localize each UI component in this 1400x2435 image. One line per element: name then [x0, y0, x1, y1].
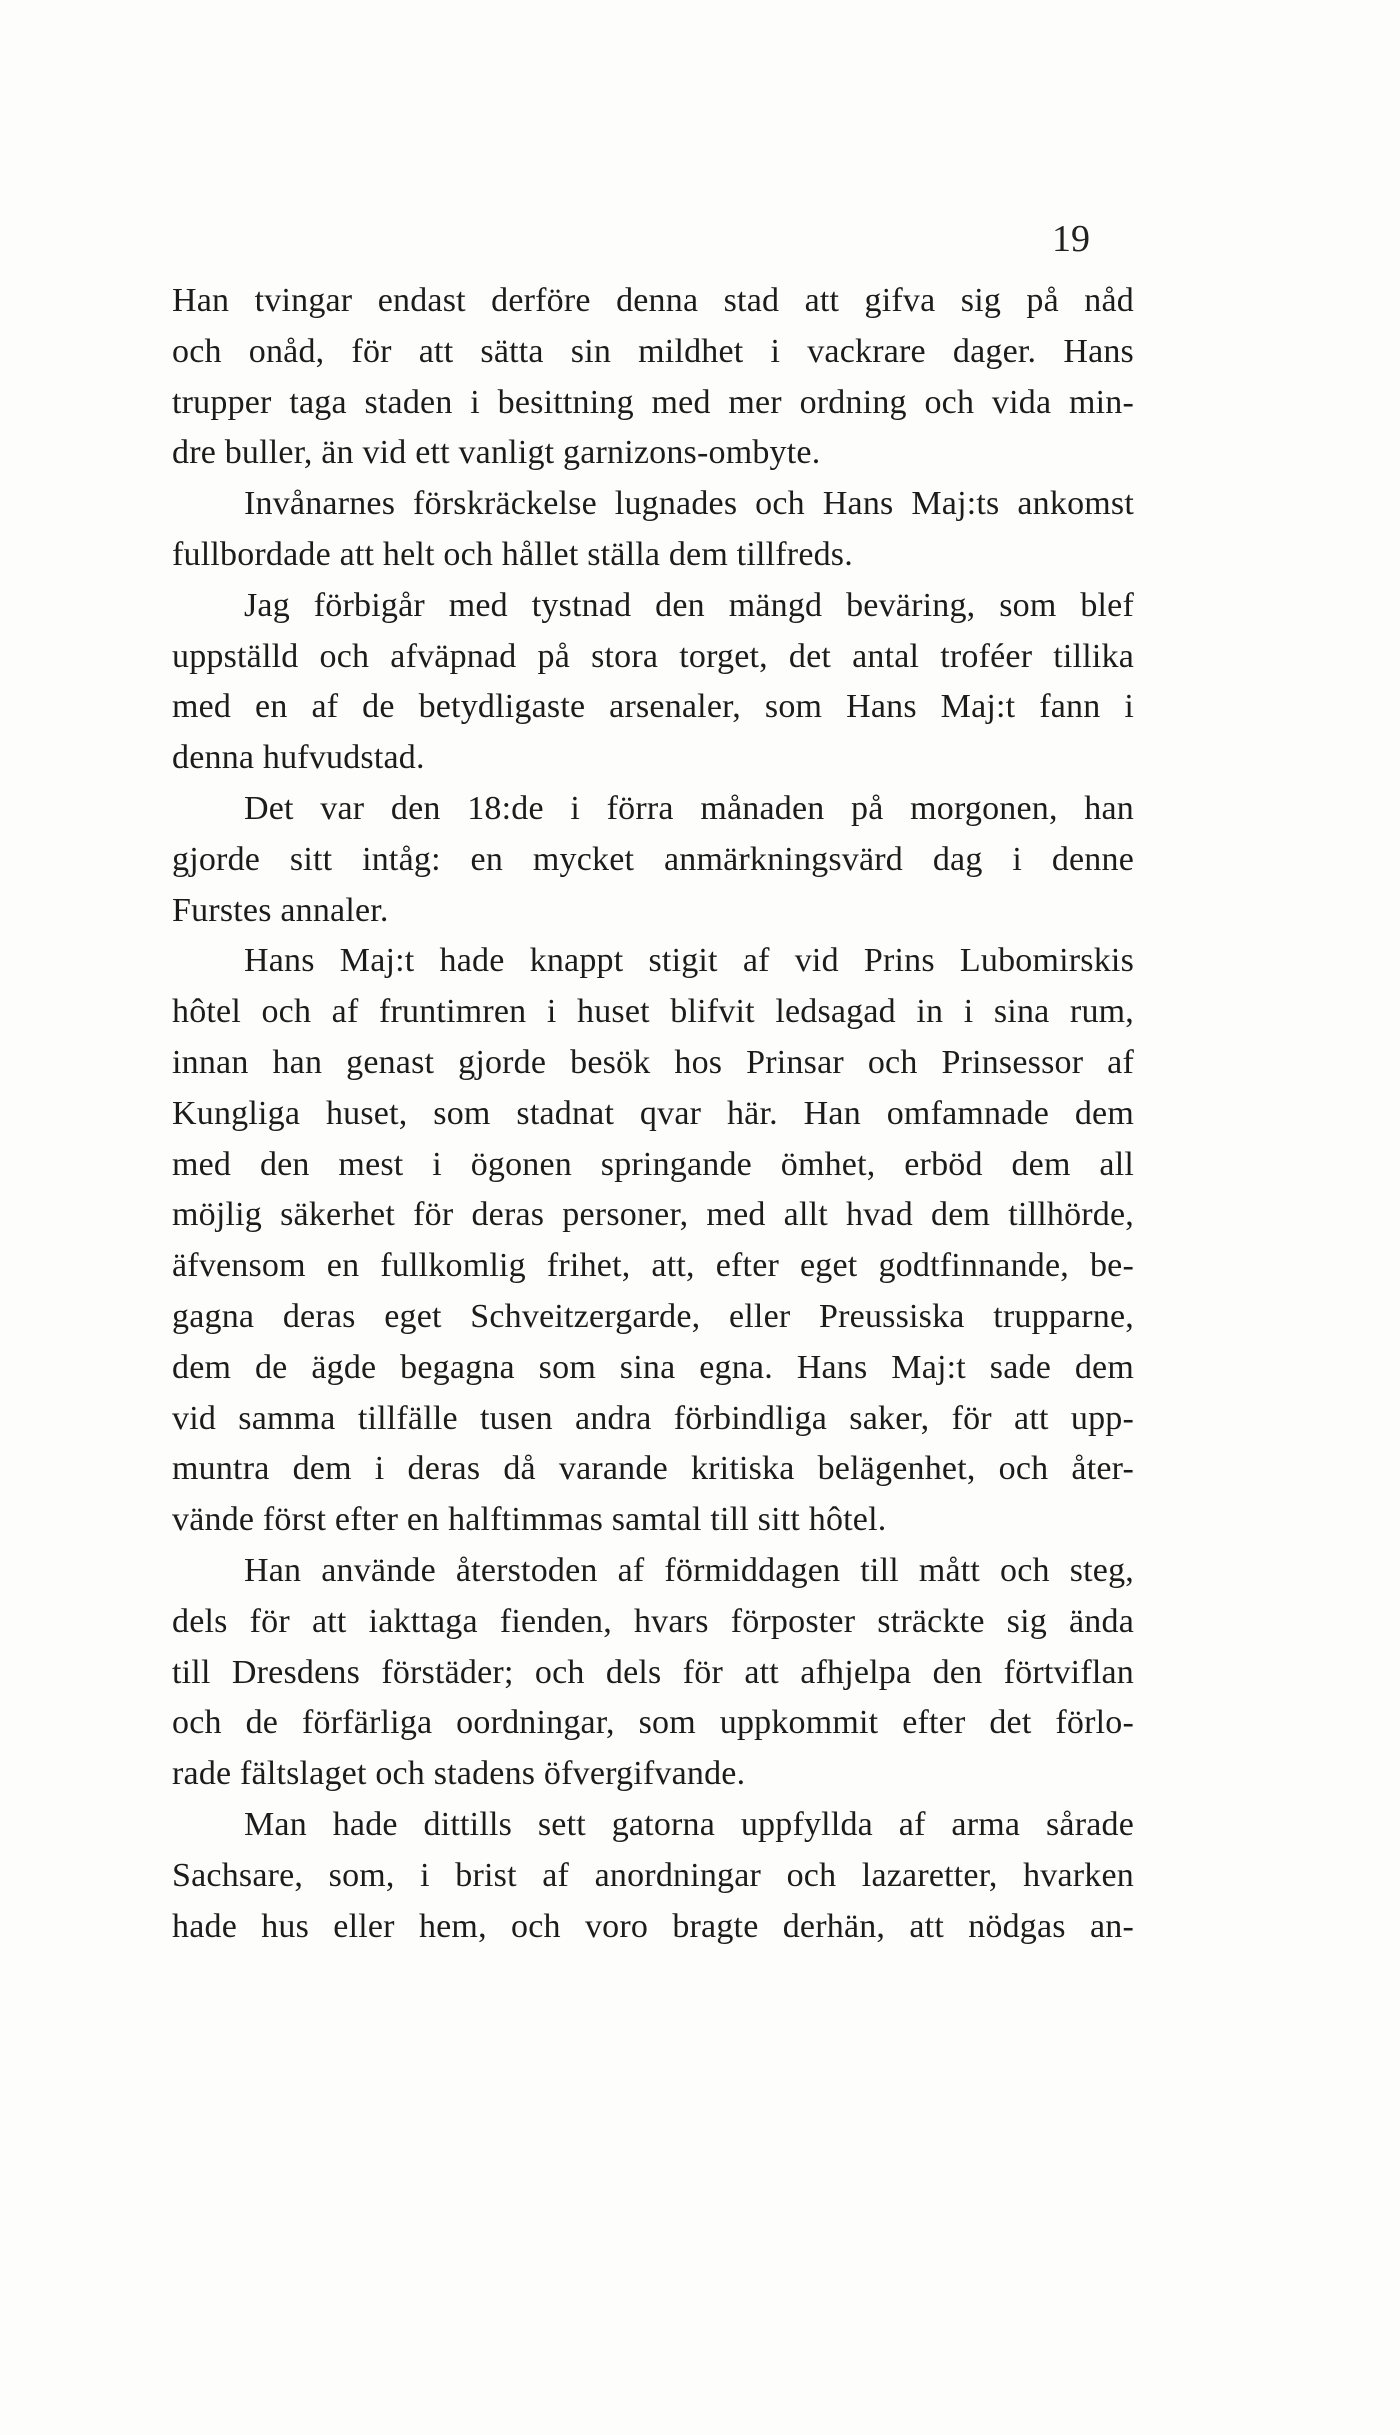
text-line: och onåd, för att sätta sin mildhet i vackrare dager. Hans: [172, 332, 1134, 370]
text-line: Hans Maj:t hade knappt stigit af vid Prins Lubomirskis: [244, 942, 1134, 980]
text-line: dem de ägde begagna som sina egna. Hans Maj:t sade dem: [172, 1348, 1134, 1386]
text-line: gagna deras eget Schveitzergarde, eller Preussiska trupparne,: [172, 1297, 1134, 1335]
text-line: dre buller, än vid ett vanligt garnizons-ombyte.: [172, 434, 821, 472]
text-line: gjorde sitt intåg: en mycket anmärkningsvärd dag i denne: [172, 840, 1134, 878]
text-line: och de förfärliga oordningar, som uppkommit efter det förlo-: [172, 1704, 1134, 1742]
text-line: möjlig säkerhet för deras personer, med allt hvad dem tillhörde,: [172, 1196, 1134, 1234]
text-line: vid samma tillfälle tusen andra förbindliga saker, för att upp-: [172, 1399, 1134, 1437]
body-text: [172, 276, 1134, 1952]
text-line: hade hus eller hem, och voro bragte derhän, att nödgas an-: [172, 1907, 1134, 1945]
text-line: till Dresdens förstäder; och dels för att afhjelpa den förtviflan: [172, 1653, 1134, 1691]
text-line: Kungliga huset, som stadnat qvar här. Han omfamnade dem: [172, 1094, 1134, 1132]
text-line: Han använde återstoden af förmiddagen till mått och steg,: [244, 1551, 1134, 1589]
page-number: 19: [1052, 218, 1090, 260]
text-line: trupper taga staden i besittning med mer ordning och vida min-: [172, 383, 1134, 421]
text-line: Man hade dittills sett gatorna uppfyllda af arma sårade: [244, 1805, 1134, 1843]
text-line: Furstes annaler.: [172, 891, 389, 929]
text-line: Han tvingar endast derföre denna stad att gifva sig på nåd: [172, 282, 1134, 319]
text-line: med den mest i ögonen springande ömhet, erböd dem all: [172, 1145, 1134, 1183]
text-line: dels för att iakttaga fienden, hvars förposter sträckte sig ända: [172, 1602, 1134, 1640]
text-line: rade fältslaget och stadens öfvergifvande.: [172, 1755, 746, 1793]
text-line: hôtel och af fruntimren i huset blifvit ledsagad in i sina rum,: [172, 993, 1134, 1031]
text-line: uppställd och afväpnad på stora torget, det antal troféer tillika: [172, 637, 1134, 675]
text-line: fullbordade att helt och hållet ställa dem tillfreds.: [172, 535, 853, 573]
text-line: denna hufvudstad.: [172, 739, 425, 777]
text-line: äfvensom en fullkomlig frihet, att, efter eget godtfinnande, be-: [172, 1247, 1134, 1285]
text-line: Sachsare, som, i brist af anordningar och lazaretter, hvarken: [172, 1856, 1134, 1894]
text-line: med en af de betydligaste arsenaler, som Hans Maj:t fann i: [172, 688, 1134, 726]
text-line: muntra dem i deras då varande kritiska belägenhet, och åter-: [172, 1450, 1134, 1488]
text-line: innan han genast gjorde besök hos Prinsar och Prinsessor af: [172, 1043, 1134, 1081]
text-line: vände först efter en halftimmas samtal till sitt hôtel.: [172, 1501, 887, 1539]
text-line: Jag förbigår med tystnad den mängd beväring, som blef: [244, 586, 1134, 624]
text-line: Invånarnes förskräckelse lugnades och Hans Maj:ts ankomst: [244, 485, 1134, 523]
text-line: Det var den 18:de i förra månaden på morgonen, han: [244, 789, 1134, 827]
